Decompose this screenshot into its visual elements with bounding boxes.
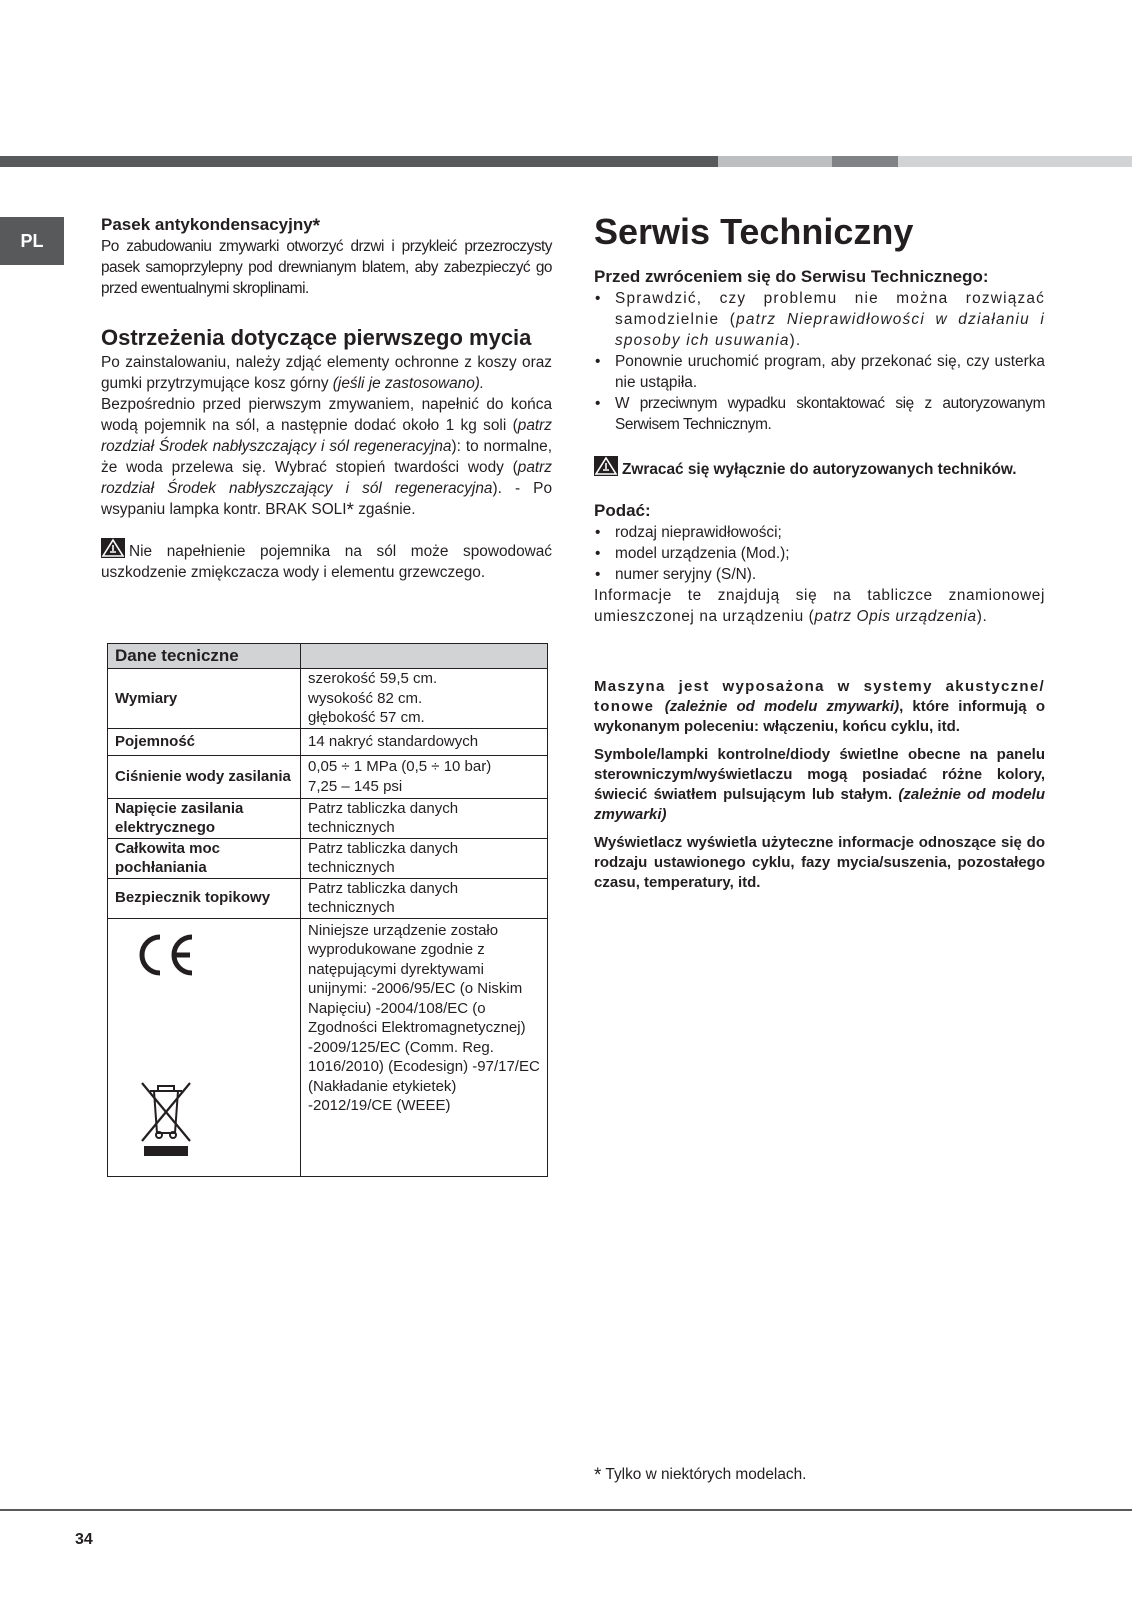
language-tab: PL — [0, 217, 64, 265]
table-header: Dane tecniczne — [108, 644, 301, 669]
bar-segment-light — [718, 156, 832, 167]
table-row — [108, 728, 548, 755]
first-wash-paragraph-1: Po zainstalowaniu, należy zdjąć elementy ochronne z koszy oraz gumki przytrzymujące kosz górny (jeśli je zastosowano). — [101, 354, 552, 392]
list-item: • model urządzenia (Mod.); — [594, 543, 1045, 564]
weee-crossed-bin-icon — [136, 1079, 196, 1159]
strip-title: Pasek antykondensacyjny* — [101, 215, 321, 237]
list-item: • rodzaj nieprawidłowości; — [594, 522, 1045, 543]
authorized-warning: Zwracać się wyłącznie do autoryzowanych techników. — [594, 456, 1045, 480]
table-header-empty — [301, 644, 548, 669]
right-column — [594, 210, 1045, 893]
conformity-marks — [108, 918, 301, 1176]
row-key: Pojemność — [108, 728, 301, 755]
top-color-bar — [0, 156, 1132, 167]
value-line: 7,25 – 145 psi — [308, 777, 403, 795]
bar-segment-mid — [832, 156, 898, 167]
row-key: Wymiary — [108, 669, 301, 729]
first-wash-paragraph-2: Bezpośrednio przed pierwszym zmywaniem, napełnić do końca wodą pojemnik na sól, a następnie dodać około 1 kg soli (patrz rozdział Środek nabłyszczający i sól regeneracyjna): to normalne, że woda przelewa się. Wybrać stopień twardości wody (patrz rozdział Środek nabłyszczający i sól regeneracyjna). - Po wsypaniu lampka kontr. BRAK SOLI* zgaśnie. — [101, 396, 553, 521]
bar-segment-dark — [0, 156, 718, 167]
give-list — [594, 522, 1045, 585]
footnote: * Tylko w niektórych modelach. — [594, 1465, 807, 1486]
give-title: Podać: — [594, 501, 651, 520]
value-line: głębokość 57 cm. — [308, 709, 425, 726]
before-service-list — [594, 288, 1045, 435]
value-line: szerokość 59,5 cm. — [308, 670, 438, 687]
row-value: Patrz tabliczka danych technicznych — [301, 798, 548, 838]
strip-text: Po zabudowaniu zmywarki otworzyć drzwi i przykleić przezroczysty pasek samoprzylepny pod drewnianym blatem, aby zabezpieczyć go przed ewentualnymi skroplinami. — [101, 238, 552, 297]
table-row-conformity — [108, 918, 548, 1176]
warning-icon — [594, 456, 618, 476]
display-info: Wyświetlacz wyświetla użyteczne informacje odnoszące się do rodzaju ustawionego cyklu, fazy mycia/suszenia, pozostałego czasu, temperatury, itd. — [594, 834, 1045, 891]
before-service-title: Przed zwróceniem się do Serwisu Technicznego: — [594, 267, 989, 286]
technical-data-table — [107, 643, 548, 1177]
value-line: wysokość 82 cm. — [308, 689, 423, 707]
conformity-text: Niniejsze urządzenie zostało wyprodukowane zgodnie z natępującymi dyrektywami unijnymi: -2006/95/EC (o Niskim Napięciu) -2004/108/EC (o Zgodności Elektromagnetycznej) -2009/125/EC (Comm. Reg. 1016/2010) (Ecodesign) -97/17/EC (Nakładanie etykietek) -2012/19/CE (WEEE) — [301, 918, 548, 1176]
table-row — [108, 669, 548, 729]
table-row — [108, 838, 548, 878]
row-value: 14 nakryć standardowych — [301, 728, 548, 755]
row-value — [301, 669, 548, 729]
list-item: • Ponownie uruchomić program, aby przekonać się, czy usterka nie ustąpiła. — [594, 351, 1045, 393]
table-row — [108, 755, 548, 798]
page-title: Serwis Techniczny — [594, 211, 914, 252]
list-item: • W przeciwnym wypadku skontaktować się z autoryzowanym Serwisem Technicznym. — [594, 393, 1045, 435]
table-row — [108, 798, 548, 838]
warning-icon — [101, 538, 125, 558]
row-key: Bezpiecznik topikowy — [108, 878, 301, 918]
list-item: • numer seryjny (S/N). — [594, 564, 1045, 585]
row-value: Patrz tabliczka danych technicznych — [301, 838, 548, 878]
ce-mark-icon — [134, 931, 198, 979]
row-key: Całkowita moc pochłaniania — [108, 838, 301, 878]
row-value: Patrz tabliczka danych technicznych — [301, 878, 548, 918]
salt-warning: Nie napełnienie pojemnika na sól może spowodować uszkodzenie zmiękczacza wody i elementu grzewczego. — [101, 538, 552, 583]
row-key: Napięcie zasilania elektrycznego — [108, 798, 301, 838]
table-header-row — [108, 644, 548, 669]
value-line: 0,05 ÷ 1 MPa (0,5 ÷ 10 bar) — [308, 758, 492, 775]
list-item: • Sprawdzić, czy problemu nie można rozwiązać samodzielnie (patrz Nieprawidłowości w działaniu i sposoby ich usuwania). — [594, 288, 1045, 351]
row-key: Ciśnienie wody zasilania — [108, 755, 301, 798]
table-row — [108, 878, 548, 918]
page-number: 34 — [75, 1531, 93, 1548]
left-column — [101, 214, 552, 583]
row-value — [301, 755, 548, 798]
first-wash-title: Ostrzeżenia dotyczące pierwszego mycia — [101, 325, 532, 350]
bar-segment-pale — [898, 156, 1132, 167]
acoustic-info: Maszyna jest wyposażona w systemy akustyczne/ tonowe (zależnie od modelu zmywarki), które informują o wykonanym poleceniu: włączeniu, końcu cyklu, itd. — [594, 678, 1045, 735]
footer-divider — [0, 1509, 1132, 1511]
symbols-info: Symbole/lampki kontrolne/diody świetlne obecne na panelu sterowniczym/wyświetlaczu mogą posiadać różne kolory, świecić światłem pulsującym lub stałym. (zależnie od modelu zmywarki) — [594, 746, 1045, 823]
nameplate-info: Informacje te znajdują się na tabliczce znamionowej umieszczonej na urządzeniu (patrz Opis urządzenia). — [594, 587, 1045, 625]
